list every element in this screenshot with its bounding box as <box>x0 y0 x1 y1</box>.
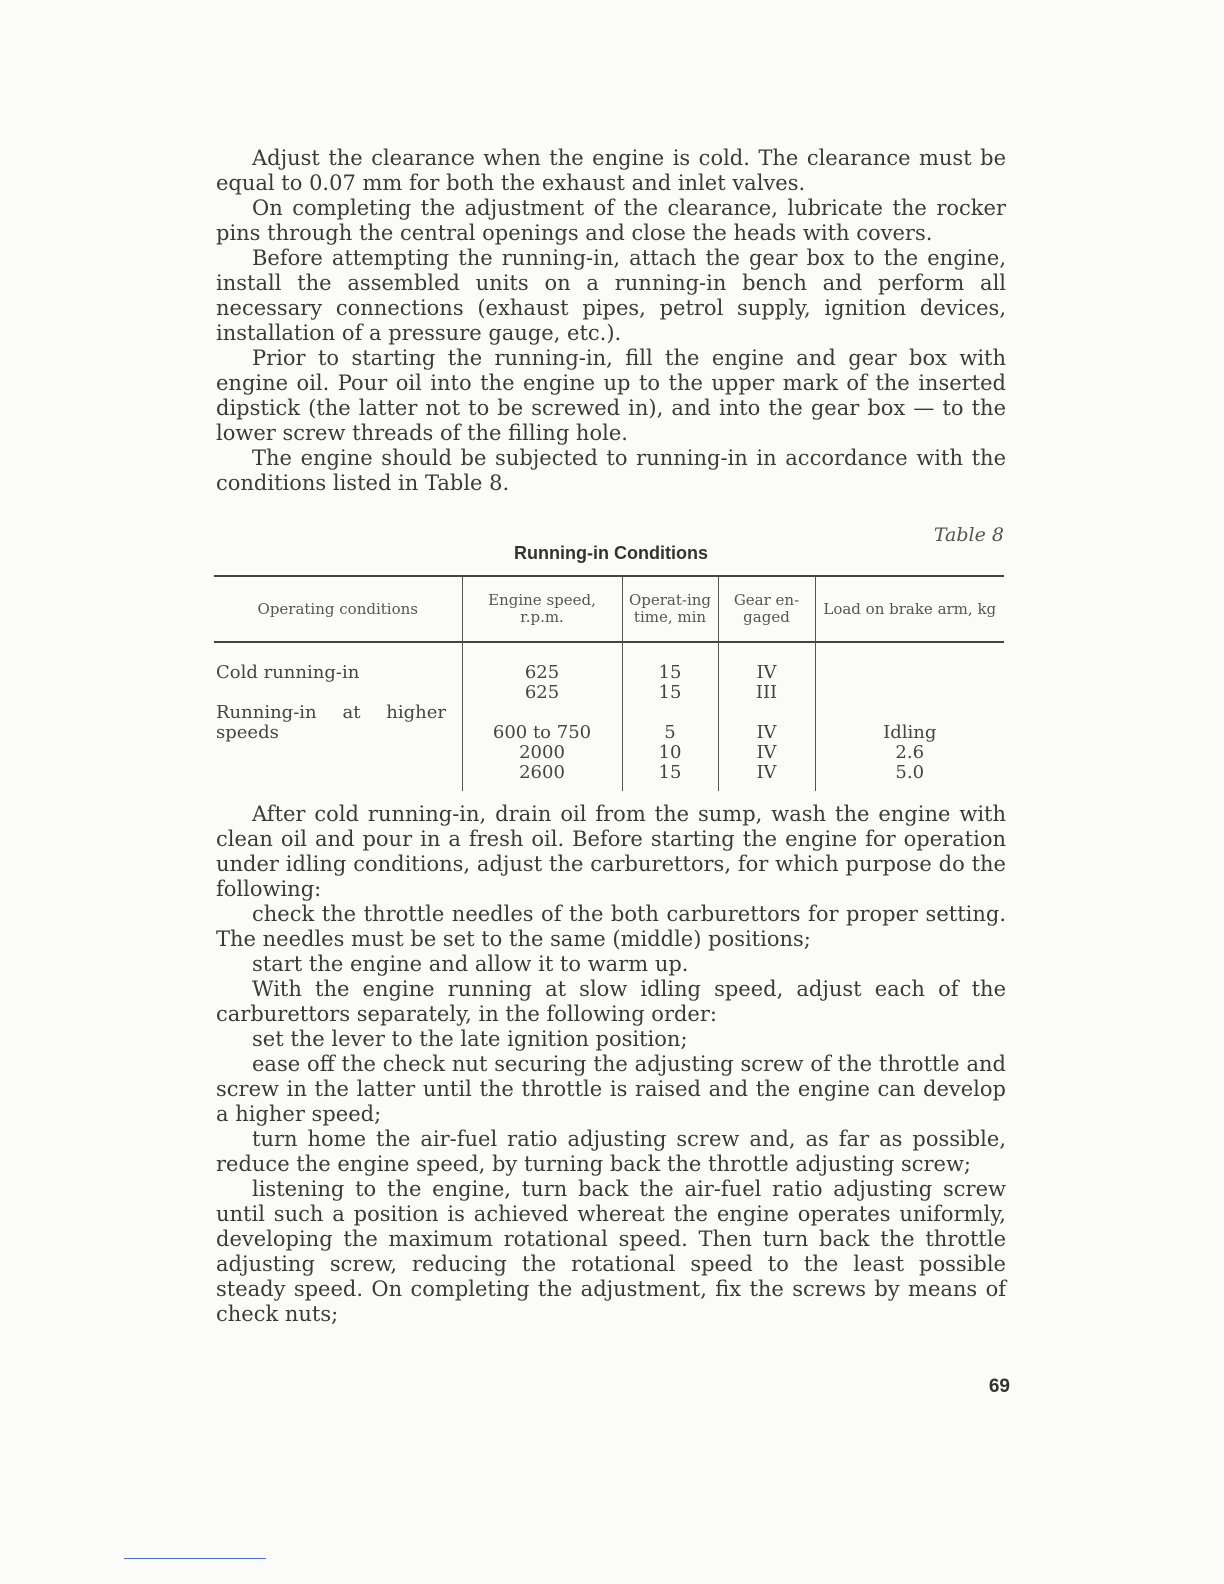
running-in-table <box>214 575 1004 795</box>
conditions-cell <box>214 642 462 791</box>
footer-rule <box>124 1558 266 1559</box>
body-text-top <box>216 146 1006 496</box>
load-cell <box>815 642 1004 791</box>
header-operating-time: Operat-ing time, min <box>622 576 718 642</box>
body-text-bottom <box>216 802 1006 1327</box>
page-number: 69 <box>988 1376 1010 1397</box>
paragraph: Prior to starting the running-in, fill the engine and gear box with engine oil. Pour oil into the engine up to the upper mark of the inserted dipstick (the latter not to be screwed in), and into the gear box — to the lower screw threads of the filling hole. <box>216 346 1006 445</box>
condition-higher-word: at <box>342 702 361 723</box>
value: 15 <box>658 682 682 703</box>
value: 15 <box>658 762 682 783</box>
paragraph: set the lever to the late ignition position; <box>252 1027 688 1051</box>
engine-speed-cell <box>462 642 622 791</box>
table-number: Table 8 <box>933 524 1004 546</box>
header-operating-conditions: Operating conditions <box>214 576 462 642</box>
value <box>820 663 1001 683</box>
condition-higher-speeds: speeds <box>216 722 279 743</box>
table-row <box>214 642 1004 791</box>
paragraph: turn home the air-fuel ratio adjusting screw and, as far as possible, reduce the engine speed, by turning back the throttle adjusting screw; <box>216 1127 1006 1176</box>
value: 625 <box>524 662 560 683</box>
value: 625 <box>524 682 560 703</box>
table-header-row <box>214 576 1004 642</box>
value: IV <box>756 742 777 763</box>
value: 5.0 <box>895 762 925 783</box>
value <box>627 703 714 723</box>
paragraph: After cold running-in, drain oil from the sump, wash the engine with clean oil and pour in a fresh oil. Before starting the engine for operation under idling conditions, adjust the carburettors, for which purpose do the following: <box>216 802 1006 901</box>
value <box>723 703 811 723</box>
paragraph: check the throttle needles of the both carburettors for proper setting. The needles must be set to the same (middle) positions; <box>216 902 1006 951</box>
paragraph: Adjust the clearance when the engine is cold. The clearance must be equal to 0.07 mm for both the exhaust and inlet valves. <box>216 146 1006 195</box>
value: 2.6 <box>895 742 925 763</box>
table-title: Running-in Conditions <box>514 543 708 563</box>
value: 600 to 750 <box>492 722 592 743</box>
value: 2000 <box>519 742 565 763</box>
value: IV <box>756 662 777 683</box>
value <box>820 683 1001 703</box>
paragraph: The engine should be subjected to running-in in accordance with the conditions listed in Table 8. <box>216 446 1006 495</box>
value: 10 <box>658 742 682 763</box>
value: III <box>755 682 778 703</box>
value: 2600 <box>519 762 565 783</box>
paragraph: ease off the check nut securing the adjusting screw of the throttle and screw in the latter until the throttle is raised and the engine can develop a higher speed; <box>216 1052 1006 1126</box>
value <box>820 703 1001 723</box>
condition-higher-word: higher <box>386 702 446 723</box>
value: IV <box>756 722 777 743</box>
value: 15 <box>658 662 682 683</box>
header-gear-engaged: Gear en-gaged <box>718 576 815 642</box>
value: 5 <box>664 722 676 743</box>
condition-higher-word: Running-in <box>216 702 317 723</box>
value: Idling <box>883 722 937 743</box>
paragraph: start the engine and allow it to warm up. <box>252 952 689 976</box>
header-load: Load on brake arm, kg <box>815 576 1004 642</box>
value <box>467 703 618 723</box>
paragraph: Before attempting the running-in, attach the gear box to the engine, install the assembled units on a running-in bench and perform all necessary connections (exhaust pipes, petrol supply, ignition devices, installation of a pressure gauge, etc.). <box>216 246 1006 345</box>
paragraph: listening to the engine, turn back the air-fuel ratio adjusting screw until such a position is achieved whereat the engine operates uniformly, developing the maximum rotational speed. Then turn back the throttle adjusting screw, reducing the rotational speed to the least possible steady speed. On completing the adjustment, fix the screws by means of check nuts; <box>216 1177 1006 1326</box>
condition-cold: Cold running-in <box>216 662 360 683</box>
paragraph: On completing the adjustment of the clearance, lubricate the rocker pins through the central openings and close the heads with covers. <box>216 196 1006 245</box>
operating-time-cell <box>622 642 718 791</box>
header-engine-speed: Engine speed, r.p.m. <box>462 576 622 642</box>
gear-cell <box>718 642 815 791</box>
value: IV <box>756 762 777 783</box>
paragraph: With the engine running at slow idling speed, adjust each of the carburettors separately, in the following order: <box>216 977 1006 1026</box>
